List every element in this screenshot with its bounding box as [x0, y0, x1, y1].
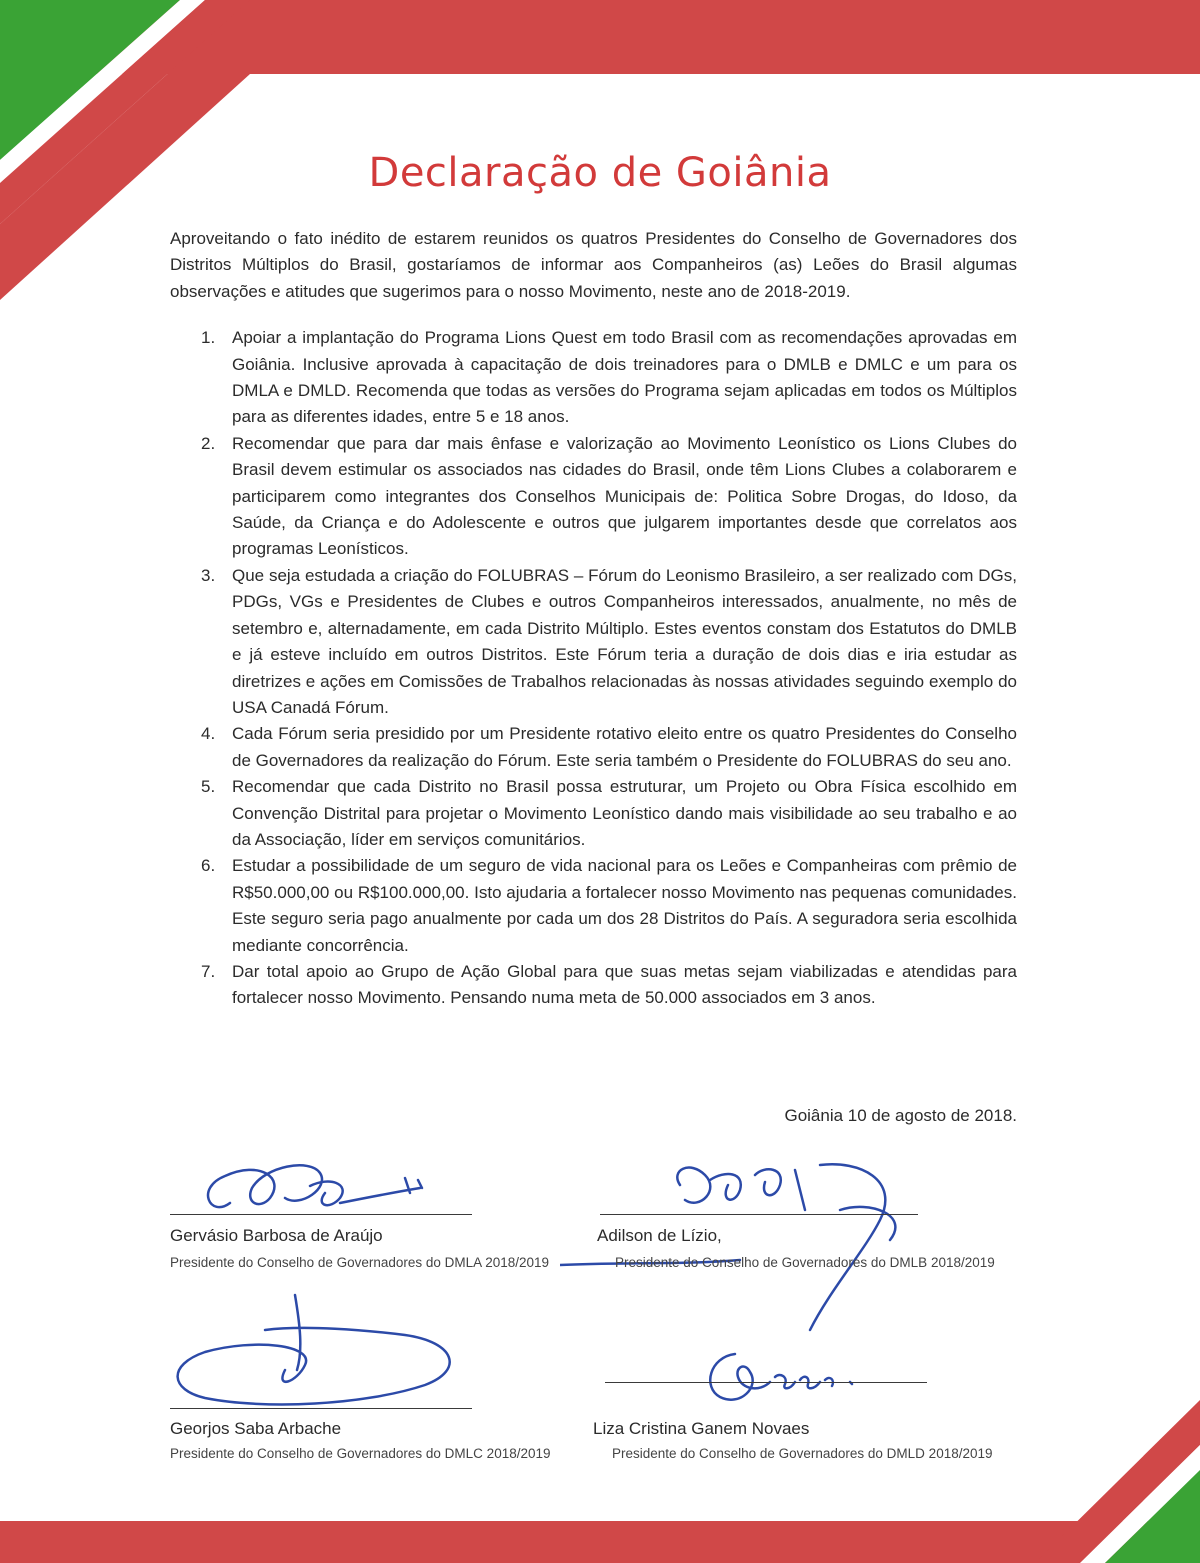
signer-2-role: Presidente do Conselho de Governadores do DMLB 2018/2019: [615, 1255, 995, 1270]
item-number: 1.: [201, 328, 216, 348]
signature-1-image: [190, 1148, 450, 1238]
list-item: [170, 774, 1017, 853]
item-text: Dar total apoio ao Grupo de Ação Global para que suas metas sejam viabilizadas e atendidas para fortalecer nosso Movimento. Pensando numa meta de 50.000 associados em 3 anos.: [232, 961, 1017, 1008]
item-number: 5.: [201, 777, 216, 797]
item-text: Estudar a possibilidade de um seguro de vida nacional para os Leões e Companheiras com prêmio de R$50.000,00 ou R$100.000,00. Isto ajudaria a fortalecer nosso Movimento nas pequenas comunidades. Este seguro seria pago anualmente por cada um dos 28 Distritos do País. A seguradora seria escolhida mediante concorrência.: [232, 856, 1017, 955]
list-item: [170, 563, 1017, 721]
signer-4-name: Liza Cristina Ganem Novaes: [593, 1419, 810, 1438]
signer-3-name: Georjos Saba Arbache: [170, 1419, 342, 1438]
signer-4-role: Presidente do Conselho de Governadores do DMLD 2018/2019: [612, 1446, 993, 1461]
list-item: [170, 959, 1017, 1012]
signer-3-role: Presidente do Conselho de Governadores do DMLC 2018/2019: [170, 1446, 551, 1461]
list-item: [170, 325, 1017, 431]
document-body: [170, 226, 1017, 1012]
signature-line-4: [605, 1382, 927, 1383]
signer-2-name: Adilson de Lízio,: [597, 1226, 722, 1245]
item-number: 3.: [201, 565, 216, 585]
signature-line-2: [600, 1214, 918, 1215]
recommendations-list: [170, 325, 1017, 1012]
item-text: Cada Fórum seria presidido por um Presidente rotativo eleito entre os quatro Presidentes do Conselho de Governadores da realização do Fórum. Este seria também o Presidente do FOLUBRAS do seu ano.: [232, 724, 1017, 770]
item-number: 6.: [201, 856, 216, 876]
list-item: [170, 853, 1017, 959]
signature-line-3: [170, 1408, 472, 1409]
list-item: [170, 431, 1017, 563]
intro-paragraph: Aproveitando o fato inédito de estarem reunidos os quatros Presidentes do Conselho de Governadores dos Distritos Múltiplos do Brasil, gostaríamos de informar aos Companheiros (as) Leões do Brasil algumas observações e atitudes que sugerimos para o nosso Movimento, neste ano de 2018-2019.: [170, 229, 1017, 301]
signer-1-role: Presidente do Conselho de Governadores do DMLA 2018/2019: [170, 1255, 550, 1270]
item-text: Que seja estudada a criação do FOLUBRAS – Fórum do Leonismo Brasileiro, a ser realizado com DGs, PDGs, VGs e Presidentes de Clubes e outros Companheiros interessados, anualmente, no mês de setembro e, alternadamente, em cada Distrito Múltiplo. Estes eventos constam dos Estatutos do DMLB e já esteve incluído em outros Distritos. Este Fórum teria a duração de dois dias e iria estudar as diretrizes e ações em Comissões de Trabalhos relacionadas às nossas atividades seguindo exemplo do USA Canadá Fórum.: [232, 565, 1017, 717]
page-title: Declaração de Goiânia: [368, 150, 832, 196]
item-text: Recomendar que para dar mais ênfase e valorização ao Movimento Leonístico os Lions Clubes do Brasil devem estimular os associados nas cidades do Brasil, onde têm Lions Clubes a colaborarem e participarem como integrantes dos Conselhos Municipais de: Politica Sobre Drogas, do Idoso, da Saúde, da Criança e do Adolescente e outros que julgarem importantes desde que correlatos aos programas Leonísticos.: [232, 433, 1017, 559]
signer-1-name: Gervásio Barbosa de Araújo: [170, 1226, 383, 1245]
item-number: 7.: [201, 961, 216, 981]
item-text: Recomendar que cada Distrito no Brasil possa estruturar, um Projeto ou Obra Física escolhido em Convenção Distrital para projetar o Movimento Leonístico dando mais visibilidade ao seu trabalho e ao da Associação, líder em serviços comunitários.: [232, 777, 1017, 849]
item-text: Apoiar a implantação do Programa Lions Quest em todo Brasil com as recomendações aprovadas em Goiânia. Inclusive aprovada à capacitação de dois treinadores para o DMLB e DMLC e um para os DMLA e DMLD. Recomenda que todas as versões do Programa sejam aplicadas em todos os Múltiplos para as diferentes idades, entre 5 e 18 anos.: [232, 328, 1017, 427]
bottom-red-band: [0, 1521, 1200, 1563]
date-line: Goiânia 10 de agosto de 2018.: [784, 1106, 1017, 1125]
item-number: 4.: [201, 724, 216, 744]
item-number: 2.: [201, 433, 216, 453]
list-item: [170, 721, 1017, 774]
signature-line-1: [170, 1214, 472, 1215]
signature-3-image: [165, 1290, 485, 1420]
